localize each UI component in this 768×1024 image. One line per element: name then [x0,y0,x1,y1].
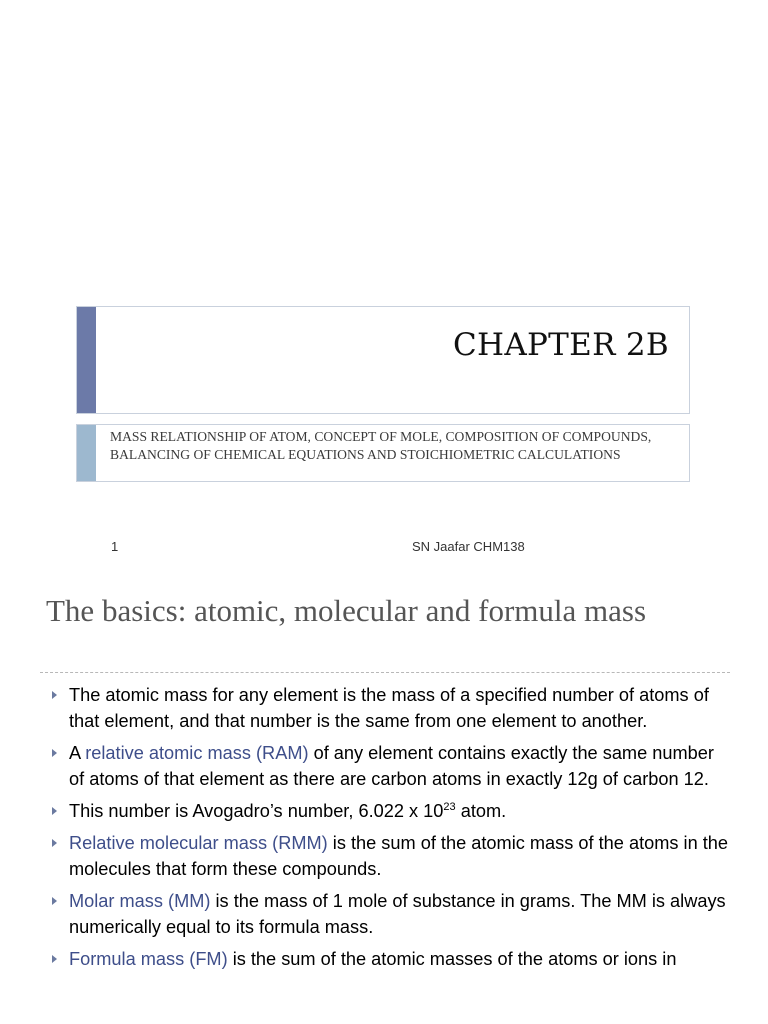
bullet-suffix: atom. [455,801,507,821]
bullet-text: The atomic mass for any element is the mass of a specified number of atoms of that element, and that number is the same from one element to another. [69,685,709,731]
bullet-molar-mass [52,888,732,940]
bullet-relative-molecular-mass [52,830,732,882]
triangle-bullet-icon [52,839,57,847]
slide-footer: SN Jaafar CHM138 [412,539,525,554]
bullet-list [52,682,732,978]
triangle-bullet-icon [52,897,57,905]
triangle-bullet-icon [52,691,57,699]
triangle-bullet-icon [52,807,57,815]
bullet-text: This number is Avogadro’s number, 6.022 x 10 [69,801,444,821]
triangle-bullet-icon [52,955,57,963]
slide-number: 1 [111,539,119,554]
bullet-term: Relative molecular mass (RMM) [69,833,328,853]
subtitle-box [76,424,690,482]
bullet-term: Molar mass (MM) [69,891,211,911]
bullet-exponent: 23 [443,800,456,813]
bullet-term: Formula mass (FM) [69,949,228,969]
bullet-atomic-mass [52,682,732,734]
bullet-text: is the mass of 1 mole of substance in grams. The MM is always numerically equal to its formula mass. [69,891,726,937]
bullet-avogadro [52,798,732,824]
bullet-prefix: A [69,743,86,763]
title-accent-bar [77,307,96,413]
slide-heading: The basics: atomic, molecular and formula mass [46,593,647,628]
subtitle-accent-bar [77,425,96,481]
bullet-formula-mass [52,946,732,972]
bullet-text: of any element contains exactly the same number of atoms of that element as there are carbon atoms in exactly 12g of carbon 12. [69,743,714,789]
heading-divider [40,672,730,673]
chapter-title: CHAPTER 2B [452,327,669,363]
title-box [76,306,690,414]
content-slide [0,566,768,1024]
bullet-text: is the sum of the atomic masses of the atoms or ions in [227,949,677,969]
bullet-term: relative atomic mass (RAM) [85,743,309,763]
bullet-relative-atomic-mass [52,740,732,792]
bullet-text: is the sum of the atomic mass of the atoms in the molecules that form these compounds. [69,833,729,879]
triangle-bullet-icon [52,749,57,757]
chapter-subtitle: MASS RELATIONSHIP OF ATOM, CONCEPT OF MOLE, COMPOSITION OF COMPOUNDS, BALANCING OF CHEMICAL EQUATIONS AND STOICHIOMETRIC CALCULATIONS [110,429,652,462]
